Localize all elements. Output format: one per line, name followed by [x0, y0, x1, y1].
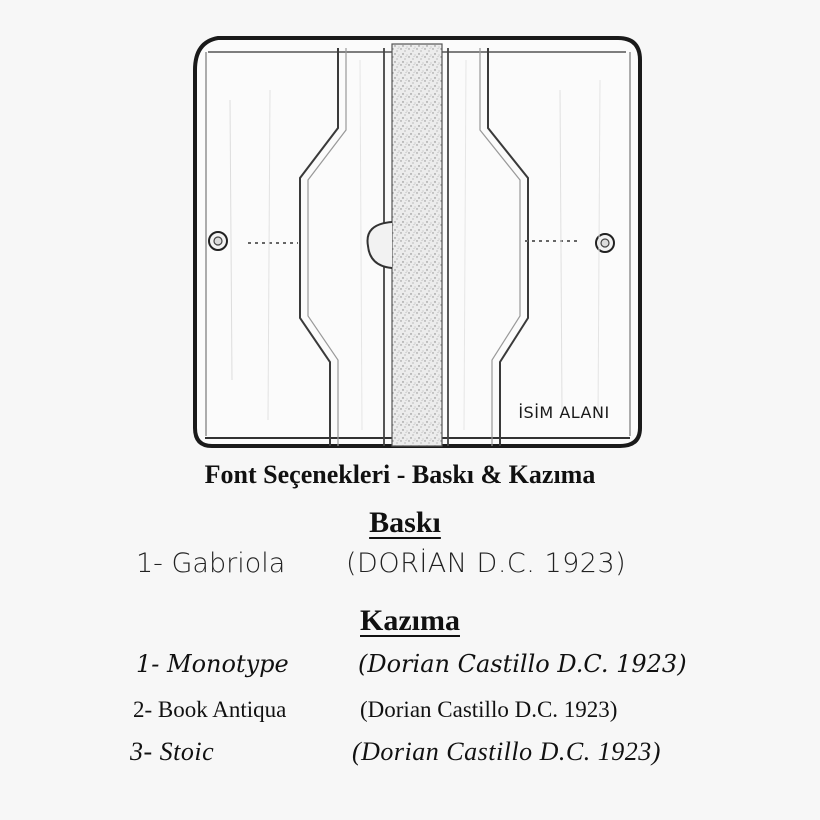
font-name: 1- Monotype — [136, 650, 289, 678]
page-title: Font Seçenekleri - Baskı & Kazıma — [204, 460, 596, 489]
font-name: 3- Stoic — [130, 737, 215, 766]
engrave-heading-text: Kazıma — [360, 604, 460, 637]
font-sample: (Dorian Castillo D.C. 1923) — [352, 737, 661, 766]
font-name: 2- Book Antiqua — [133, 697, 287, 722]
font-sample: (Dorian Castillo D.C. 1923) — [360, 697, 618, 722]
font-name: 1- Gabriola — [136, 548, 286, 579]
engrave-font-option — [0, 650, 820, 694]
print-section-heading — [0, 506, 815, 540]
engrave-section-heading — [0, 604, 820, 638]
font-sample: (Dorian Castillo D.C. 1923) — [358, 650, 687, 678]
name-area-label: İSİM ALANI — [518, 403, 610, 422]
center-strip — [392, 44, 442, 446]
engrave-font-option — [0, 737, 820, 781]
left-snap-button — [209, 232, 227, 250]
print-font-option — [0, 548, 820, 592]
font-sample: (DORİAN D.C. 1923) — [346, 548, 627, 579]
print-heading-text: Baskı — [369, 506, 441, 539]
engrave-font-option — [0, 697, 820, 741]
